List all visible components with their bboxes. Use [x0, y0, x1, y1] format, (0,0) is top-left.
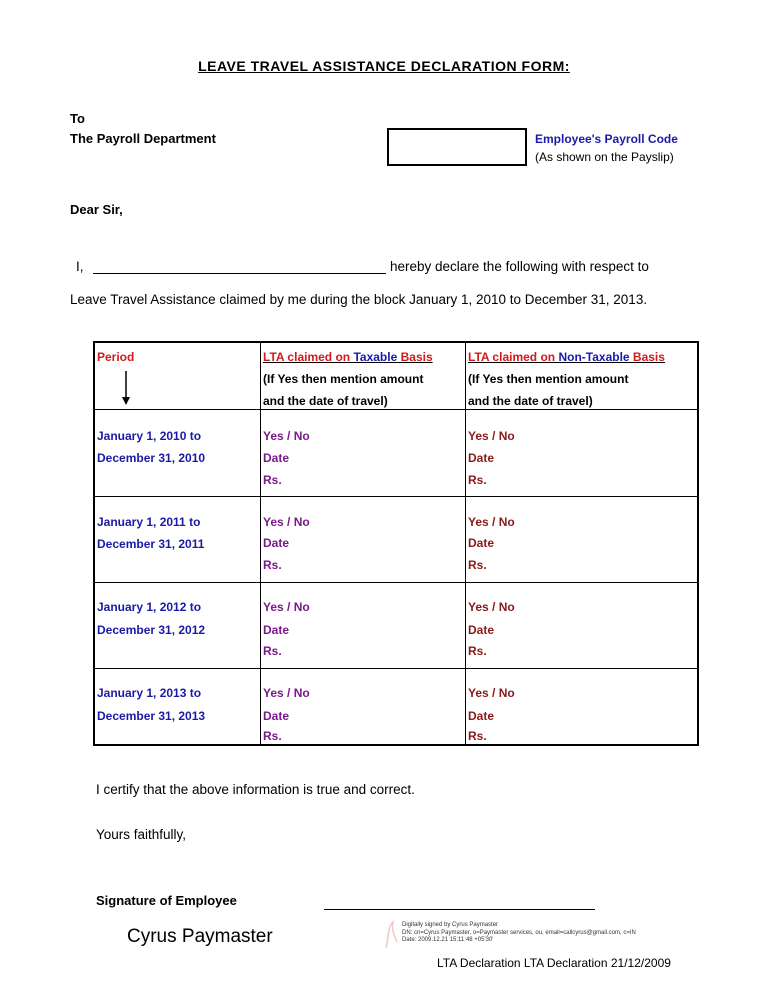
nontaxable-yes-no[interactable]: Yes / No [468, 515, 515, 529]
form-title: LEAVE TRAVEL ASSISTANCE DECLARATION FORM: [198, 58, 570, 74]
declaration-line2: Leave Travel Assistance claimed by me during the block January 1, 2010 to December 31, 2013. [70, 292, 648, 307]
digital-signature-line3: Date: 2009.12.21 15:11:48 +05'30' [402, 937, 494, 943]
certify-text: I certify that the above information is true and correct. [96, 782, 415, 797]
payroll-code-label: Employee's Payroll Code [535, 132, 678, 146]
signature-field[interactable] [324, 909, 595, 910]
row-period-from: January 1, 2012 to [97, 600, 202, 614]
column-divider [465, 343, 466, 744]
signer-name: Cyrus Paymaster [127, 926, 273, 947]
row-divider [95, 409, 697, 410]
declaration-prefix: I, [76, 259, 84, 274]
period-header: Period [97, 350, 135, 364]
taxable-yes-no[interactable]: Yes / No [263, 600, 310, 614]
declaration-suffix: hereby declare the following with respect to [390, 259, 649, 274]
department-label: The Payroll Department [70, 131, 216, 146]
nontaxable-note2: and the date of travel) [468, 394, 593, 408]
nontaxable-header-suffix: Basis [629, 350, 665, 364]
nontaxable-amount[interactable]: Rs. [468, 644, 487, 658]
row-divider [95, 496, 697, 497]
nontaxable-yes-no[interactable]: Yes / No [468, 429, 515, 443]
row-period-from: January 1, 2011 to [97, 515, 201, 529]
salutation: Dear Sir, [70, 202, 123, 217]
arrow-down-icon [121, 371, 131, 405]
nontaxable-note1: (If Yes then mention amount [468, 372, 629, 386]
taxable-note2: and the date of travel) [263, 394, 388, 408]
taxable-amount[interactable]: Rs. [263, 473, 282, 487]
nontaxable-yes-no[interactable]: Yes / No [468, 686, 515, 700]
taxable-yes-no[interactable]: Yes / No [263, 515, 310, 529]
nontaxable-header-prefix: LTA claimed on [468, 350, 559, 364]
taxable-note1: (If Yes then mention amount [263, 372, 424, 386]
row-period-to: December 31, 2012 [97, 623, 206, 637]
taxable-yes-no[interactable]: Yes / No [263, 429, 310, 443]
row-period-to: December 31, 2013 [97, 709, 206, 723]
row-period-from: January 1, 2013 to [97, 686, 202, 700]
taxable-header-keyword: Taxable [353, 350, 398, 364]
payroll-code-note: (As shown on the Payslip) [535, 150, 674, 164]
nontaxable-amount[interactable]: Rs. [468, 729, 487, 743]
digital-signature-block [402, 922, 636, 945]
nontaxable-header [468, 350, 665, 364]
column-divider [260, 343, 261, 744]
nontaxable-amount[interactable]: Rs. [468, 558, 487, 572]
taxable-date[interactable]: Date [263, 623, 290, 637]
digital-signature-line2: DN: cn=Cyrus Paymaster, o=Paymaster services, ou, email=callcyrus@gmail.com, c=IN [402, 929, 636, 936]
taxable-header-suffix: Basis [397, 350, 433, 364]
taxable-date[interactable]: Date [263, 709, 290, 723]
taxable-date[interactable]: Date [263, 451, 290, 465]
taxable-yes-no[interactable]: Yes / No [263, 686, 310, 700]
nontaxable-date[interactable]: Date [468, 536, 495, 550]
taxable-header-prefix: LTA claimed on [263, 350, 354, 364]
page-footer: LTA Declaration LTA Declaration 21/12/2009 [437, 956, 671, 970]
signature-label: Signature of Employee [96, 893, 237, 908]
nontaxable-header-keyword: Non-Taxable [558, 350, 630, 364]
digital-signature-line1: Digitally signed by Cyrus Paymaster [402, 922, 499, 928]
nontaxable-date[interactable]: Date [468, 623, 495, 637]
digital-signature-mark-icon [383, 920, 399, 950]
nontaxable-date[interactable]: Date [468, 709, 495, 723]
nontaxable-yes-no[interactable]: Yes / No [468, 600, 515, 614]
taxable-date[interactable]: Date [263, 536, 290, 550]
taxable-amount[interactable]: Rs. [263, 558, 282, 572]
row-divider [95, 582, 697, 583]
taxable-amount[interactable]: Rs. [263, 644, 282, 658]
employee-name-field[interactable] [93, 273, 386, 274]
taxable-amount[interactable]: Rs. [263, 729, 282, 743]
row-divider [95, 668, 697, 669]
row-period-to: December 31, 2011 [97, 537, 205, 551]
lta-table [93, 341, 699, 746]
taxable-header [263, 350, 433, 364]
to-label: To [70, 111, 85, 126]
row-period-to: December 31, 2010 [97, 451, 206, 465]
nontaxable-date[interactable]: Date [468, 451, 495, 465]
row-period-from: January 1, 2010 to [97, 429, 202, 443]
closing-text: Yours faithfully, [96, 827, 187, 842]
nontaxable-amount[interactable]: Rs. [468, 473, 487, 487]
payroll-code-input[interactable] [387, 128, 527, 166]
